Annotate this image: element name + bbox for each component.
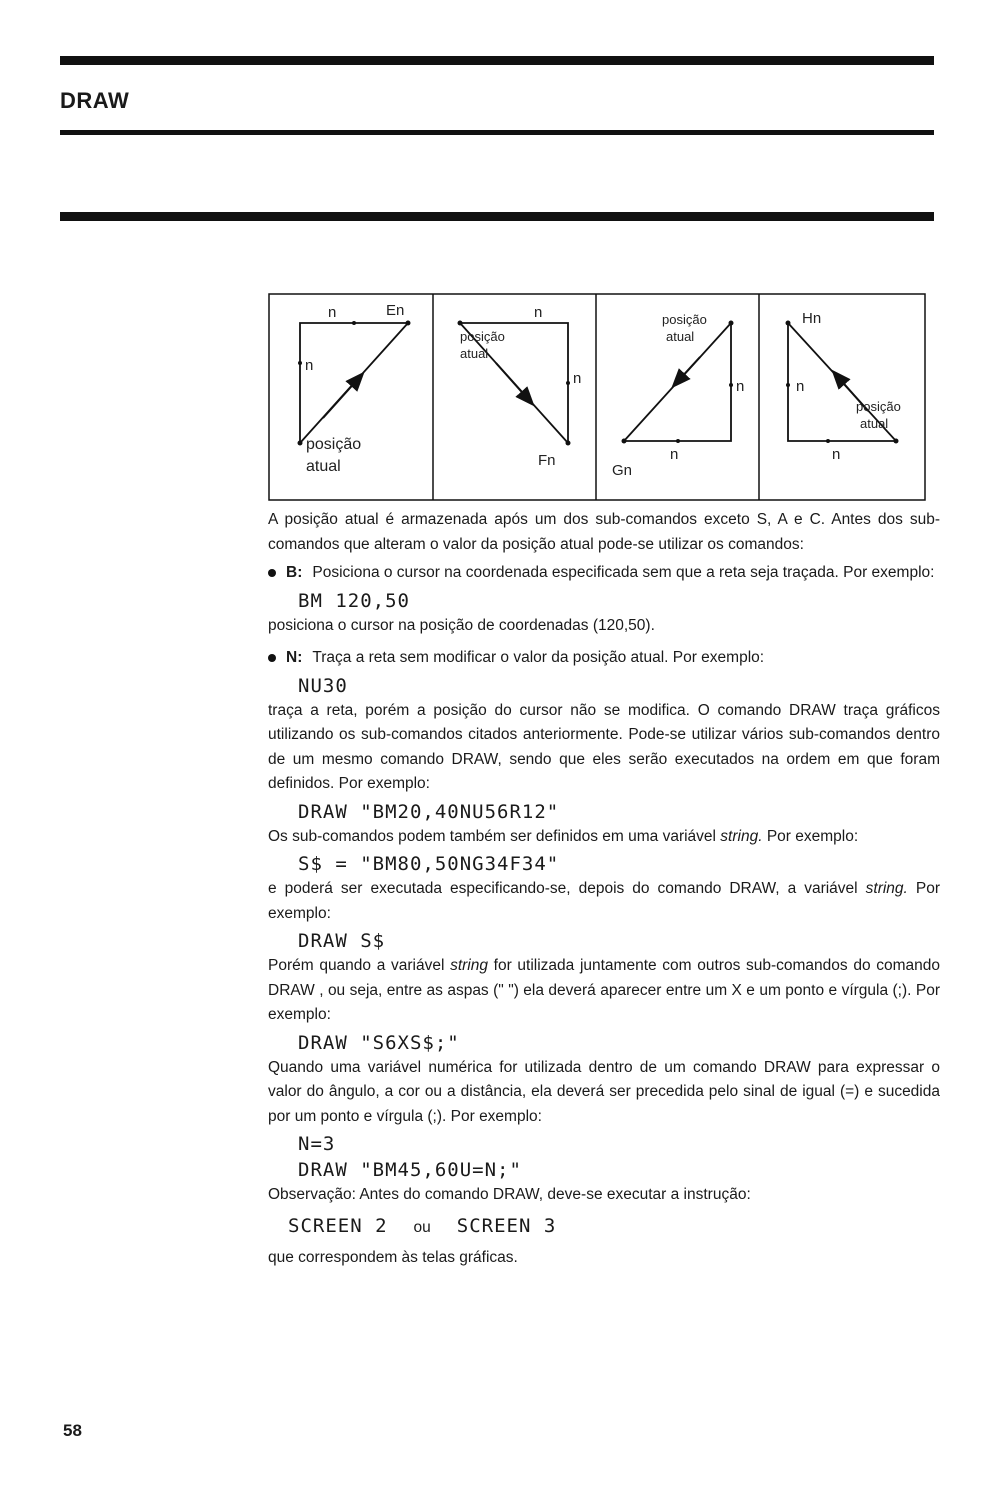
- paragraph-observation: Observação: Antes do comando DRAW, deve-se executar a instrução:: [268, 1186, 751, 1203]
- panel-gn-corner-label: Gn: [612, 462, 633, 479]
- p6-text-a: Porém quando a variável: [268, 957, 445, 974]
- panel-hn: [786, 310, 901, 463]
- bullet-n-text: Traça a reta sem modificar o valor da posição atual. Por exemplo:: [312, 649, 765, 666]
- panel-en-pos1: posição: [306, 436, 362, 453]
- paragraph-graphic-screens: que correspondem às telas gráficas.: [268, 1248, 518, 1266]
- code-n-assign: N=3: [298, 1133, 336, 1155]
- panel-hn-n-bottom: n: [832, 446, 841, 463]
- panel-hn-n-side: n: [796, 378, 805, 395]
- bullet-b-text: Posiciona o cursor na coordenada especificada sem que a reta seja traçada. Por exemplo:: [312, 564, 935, 581]
- code-draw-bm20: DRAW "BM20,40NU56R12": [298, 800, 560, 823]
- panel-hn-pos1: posição: [856, 399, 901, 414]
- p4-em: string.: [720, 827, 763, 845]
- page-number: 58: [63, 1421, 82, 1440]
- paragraph-string-exec: [268, 877, 940, 926]
- title-rule: [60, 130, 934, 135]
- panel-fn-pos1: posição: [460, 329, 505, 344]
- paragraph-intro: A posição atual é armazenada após um dos sub-comandos exceto S, A e C. Antes dos sub-comandos que alteram o valor da posição atual pode-se utilizar os comandos:: [268, 511, 940, 553]
- body-text: [268, 508, 940, 1270]
- bullet-dot: [268, 654, 276, 662]
- panel-hn-pos2: atual: [860, 416, 889, 431]
- panel-fn-pos2: atual: [460, 346, 489, 361]
- panel-fn: [458, 304, 582, 469]
- panel-en-corner-label: En: [386, 302, 405, 319]
- panel-en-n-top: n: [328, 304, 337, 321]
- code-screen3: SCREEN 3: [456, 1214, 557, 1237]
- paragraph-string-def: [268, 825, 940, 850]
- p6-text-b: for utilizada juntamente com outros sub-comandos do comando DRAW , ou seja, entre as aspas (" ") ela deverá aparecer entre um X e um ponto e vírgula (;). Por exemplo:: [268, 957, 940, 1023]
- p5-text-b: Por exemplo:: [268, 880, 940, 922]
- screen-instructions: [288, 1212, 940, 1242]
- panel-en-pos2: atual: [306, 458, 341, 475]
- p6-em: string: [450, 957, 488, 974]
- code-screen2: SCREEN 2: [288, 1214, 388, 1237]
- p5-em: string.: [865, 880, 908, 897]
- code-nu: NU30: [298, 674, 348, 697]
- section-rule: [60, 212, 934, 221]
- code-draw-x: DRAW "S6XS$;": [298, 1031, 460, 1054]
- panel-en-n-side: n: [305, 357, 314, 374]
- panel-fn-n-side: n: [573, 370, 582, 387]
- panel-en: [298, 302, 411, 475]
- panel-gn: [612, 312, 744, 479]
- panel-gn-n-bottom: n: [670, 446, 679, 463]
- page-title: DRAW: [60, 88, 130, 113]
- draw-subcommand-diagram: [268, 293, 926, 501]
- paragraph-bm-explain: posiciona o cursor na posição de coordenadas (120,50).: [268, 616, 655, 634]
- paragraph-string-x: [268, 954, 940, 1028]
- panel-gn-pos2: atual: [666, 329, 695, 344]
- top-rule: [60, 56, 934, 65]
- code-sdollar: S$ = "BM80,50NG34F34": [298, 853, 560, 875]
- p4-text-a: Os sub-comandos podem também ser definidos em uma variável: [268, 827, 716, 845]
- bullet-b-key: B:: [286, 564, 303, 581]
- bullet-b: [268, 561, 940, 586]
- panel-gn-n-side: n: [736, 378, 745, 395]
- panel-fn-corner-label: Fn: [538, 452, 556, 469]
- panel-gn-pos1: posição: [662, 312, 707, 327]
- p5-text-a: e poderá ser executada especificando-se, depois do comando DRAW, a variável: [268, 880, 858, 897]
- code-bm: BM 120,50: [298, 589, 410, 612]
- p4-text-b: Por exemplo:: [766, 827, 859, 845]
- panel-fn-n-top: n: [534, 304, 543, 321]
- or-word: ou: [413, 1218, 431, 1236]
- bullet-n: [268, 646, 940, 671]
- paragraph-numeric: Quando uma variável numérica for utilizada dentro de um comando DRAW para expressar o valor do ângulo, a cor ou a distância, ela deverá ser precedida pelo sinal de igual (=) e sucedida por um ponto e vírgula (;). Por exemplo:: [268, 1058, 940, 1125]
- code-draw-sdollar: DRAW S$: [298, 930, 386, 952]
- paragraph-draw-explain: traça a reta, porém a posição do cursor não se modifica. O comando DRAW traça gráficos utilizando os sub-comandos citados anteriormente. Pode-se utilizar vários sub-comandos dentro de um mesmo comando DRAW, sendo que eles serão executados na ordem em que foram definidos. Por exemplo:: [268, 701, 940, 792]
- bullet-n-key: N:: [286, 649, 303, 666]
- panel-hn-corner-label: Hn: [802, 310, 822, 327]
- code-draw-bm45: DRAW "BM45,60U=N;": [298, 1159, 522, 1181]
- bullet-dot: [268, 569, 276, 577]
